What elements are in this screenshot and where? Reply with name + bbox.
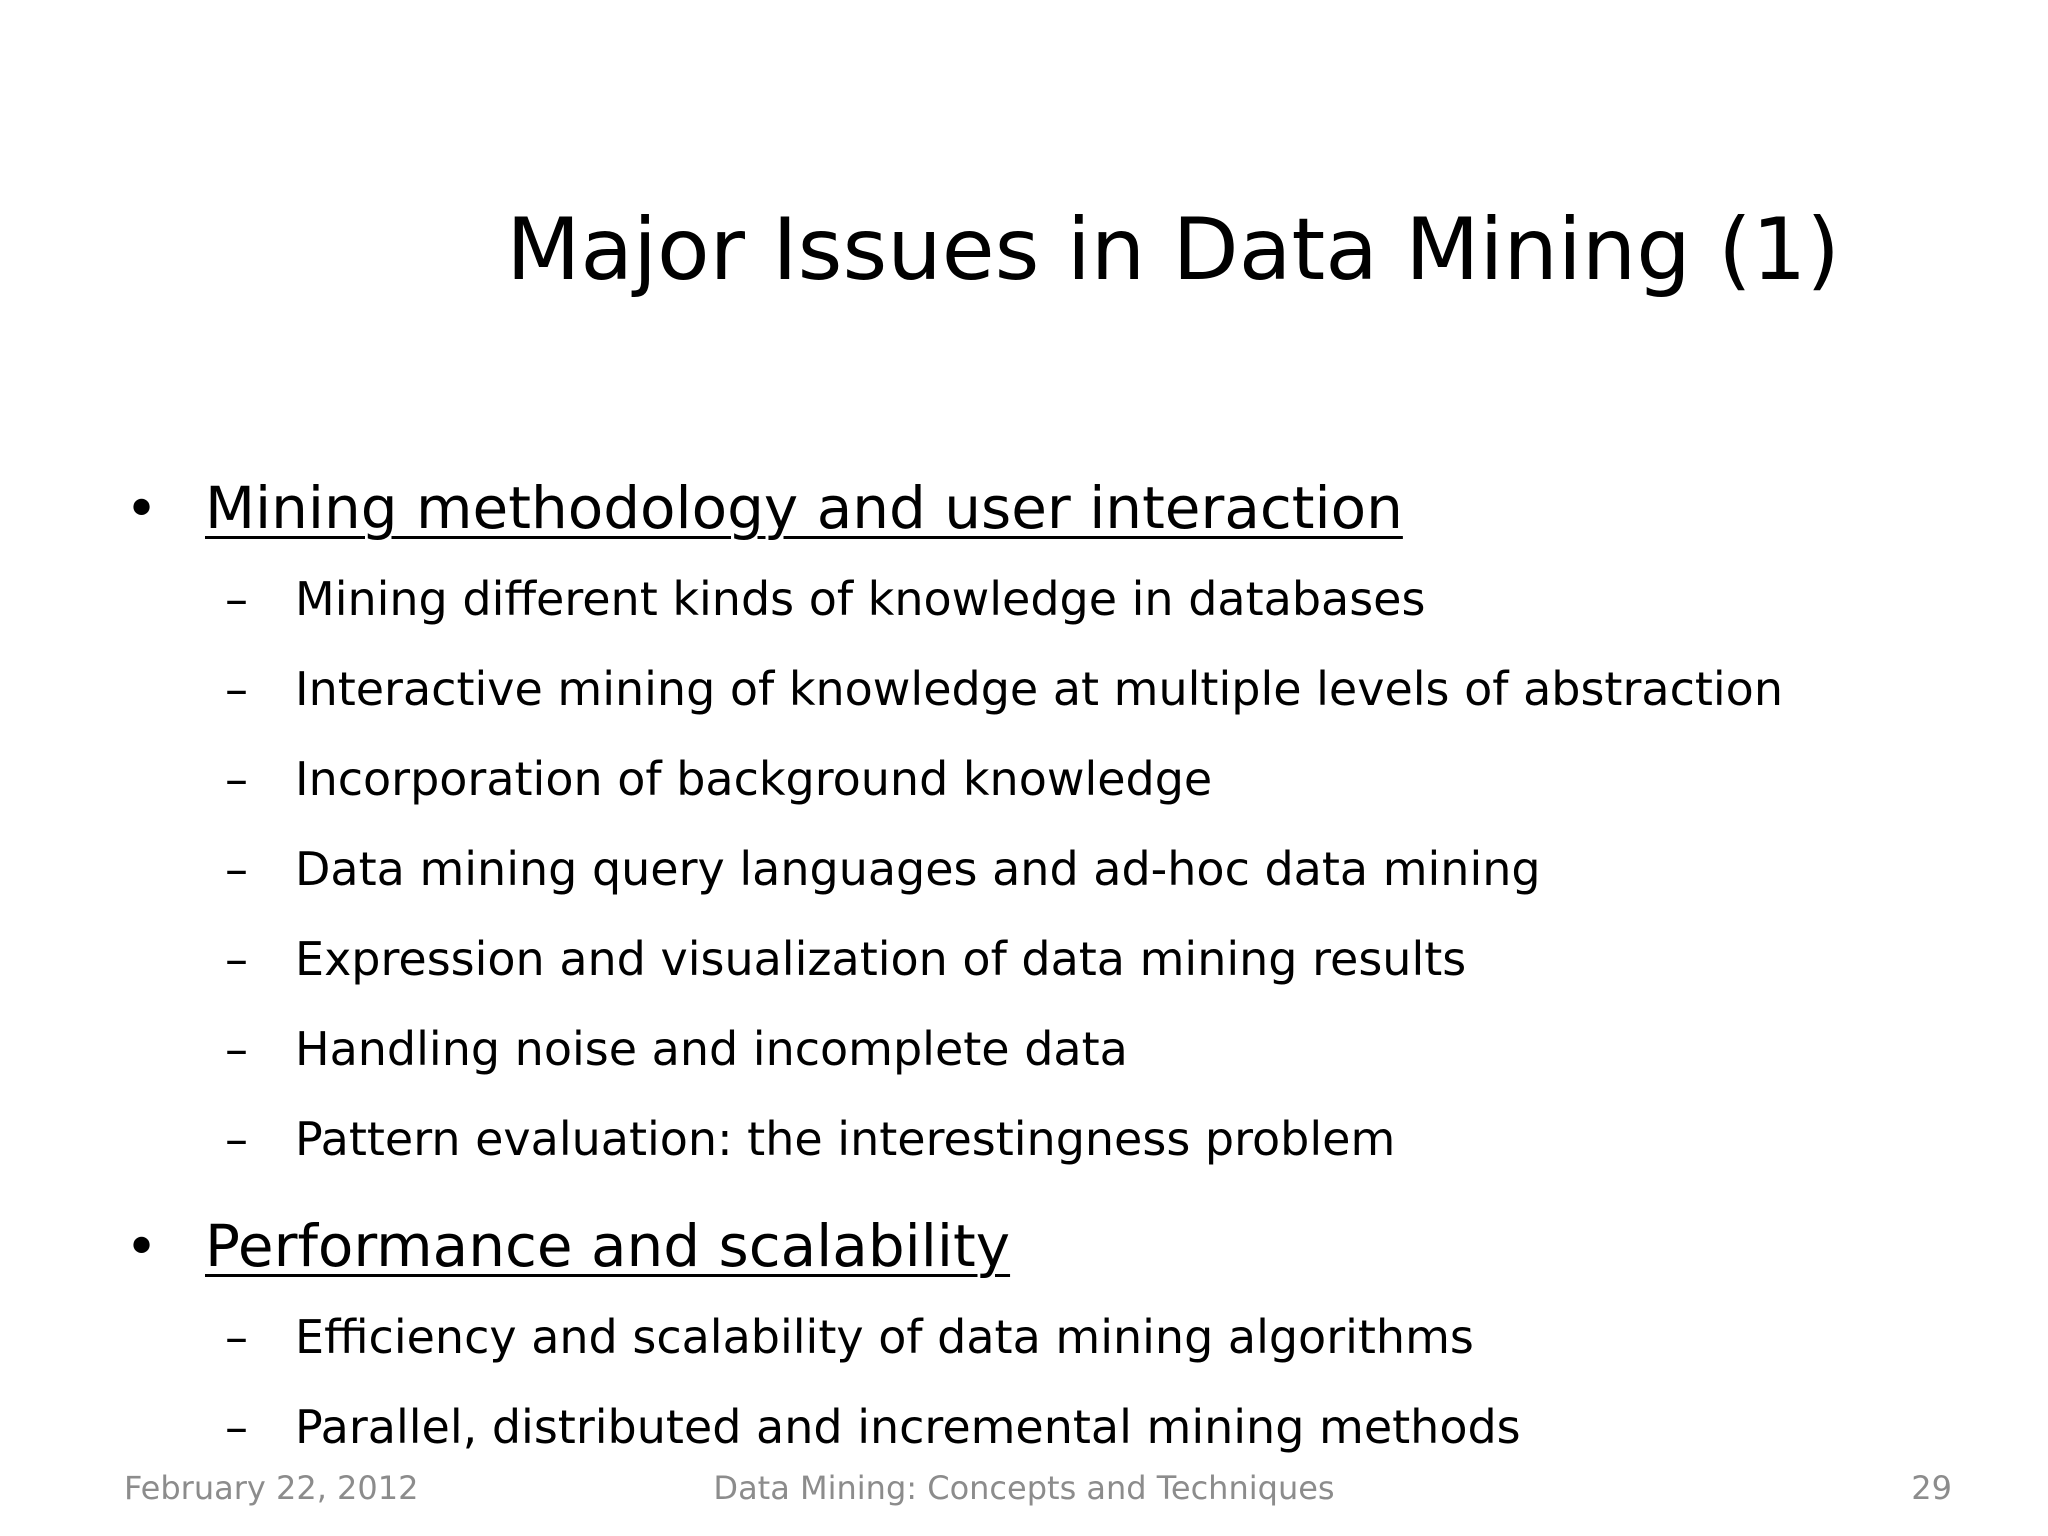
section-heading bbox=[125, 1206, 1965, 1286]
list-item-label: Handling noise and incomplete data bbox=[295, 1022, 1128, 1076]
list-item-label: Pattern evaluation: the interestingness problem bbox=[295, 1112, 1396, 1166]
sub-list bbox=[125, 1292, 1965, 1472]
footer-date: February 22, 2012 bbox=[124, 1469, 419, 1507]
list-item bbox=[125, 644, 1965, 734]
dash-icon: – bbox=[225, 1400, 248, 1454]
section-item bbox=[125, 1206, 1965, 1472]
page-number: 29 bbox=[1911, 1469, 1952, 1507]
dash-icon: – bbox=[225, 1310, 248, 1364]
section-label: Mining methodology and user interaction bbox=[205, 474, 1403, 542]
list-item bbox=[125, 1004, 1965, 1094]
section-item bbox=[125, 468, 1965, 1184]
dash-icon: – bbox=[225, 1112, 248, 1166]
dash-icon: – bbox=[225, 842, 248, 896]
list-item-label: Expression and visualization of data mining results bbox=[295, 932, 1467, 986]
slide-title: Major Issues in Data Mining (1) bbox=[506, 200, 1840, 300]
list-item bbox=[125, 554, 1965, 644]
dash-icon: – bbox=[225, 932, 248, 986]
dash-icon: – bbox=[225, 1022, 248, 1076]
bullet-icon: • bbox=[125, 1215, 159, 1280]
list-item bbox=[125, 1382, 1965, 1472]
list-item bbox=[125, 734, 1965, 824]
sub-list bbox=[125, 554, 1965, 1184]
dash-icon: – bbox=[225, 572, 248, 626]
section-heading bbox=[125, 468, 1965, 548]
list-item bbox=[125, 914, 1965, 1004]
dash-icon: – bbox=[225, 752, 248, 806]
bullet-list bbox=[125, 468, 1965, 1472]
list-item-label: Interactive mining of knowledge at multiple levels of abstraction bbox=[295, 662, 1783, 716]
list-item bbox=[125, 1094, 1965, 1184]
dash-icon: – bbox=[225, 662, 248, 716]
list-item-label: Parallel, distributed and incremental mining methods bbox=[295, 1400, 1521, 1454]
section-label: Performance and scalability bbox=[205, 1212, 1011, 1280]
list-item bbox=[125, 1292, 1965, 1382]
bullet-icon: • bbox=[125, 477, 159, 542]
footer-title: Data Mining: Concepts and Techniques bbox=[713, 1469, 1335, 1507]
list-item-label: Mining different kinds of knowledge in databases bbox=[295, 572, 1426, 626]
list-item-label: Data mining query languages and ad-hoc data mining bbox=[295, 842, 1541, 896]
list-item-label: Efficiency and scalability of data mining algorithms bbox=[295, 1310, 1474, 1364]
list-item bbox=[125, 824, 1965, 914]
list-item-label: Incorporation of background knowledge bbox=[295, 752, 1213, 806]
